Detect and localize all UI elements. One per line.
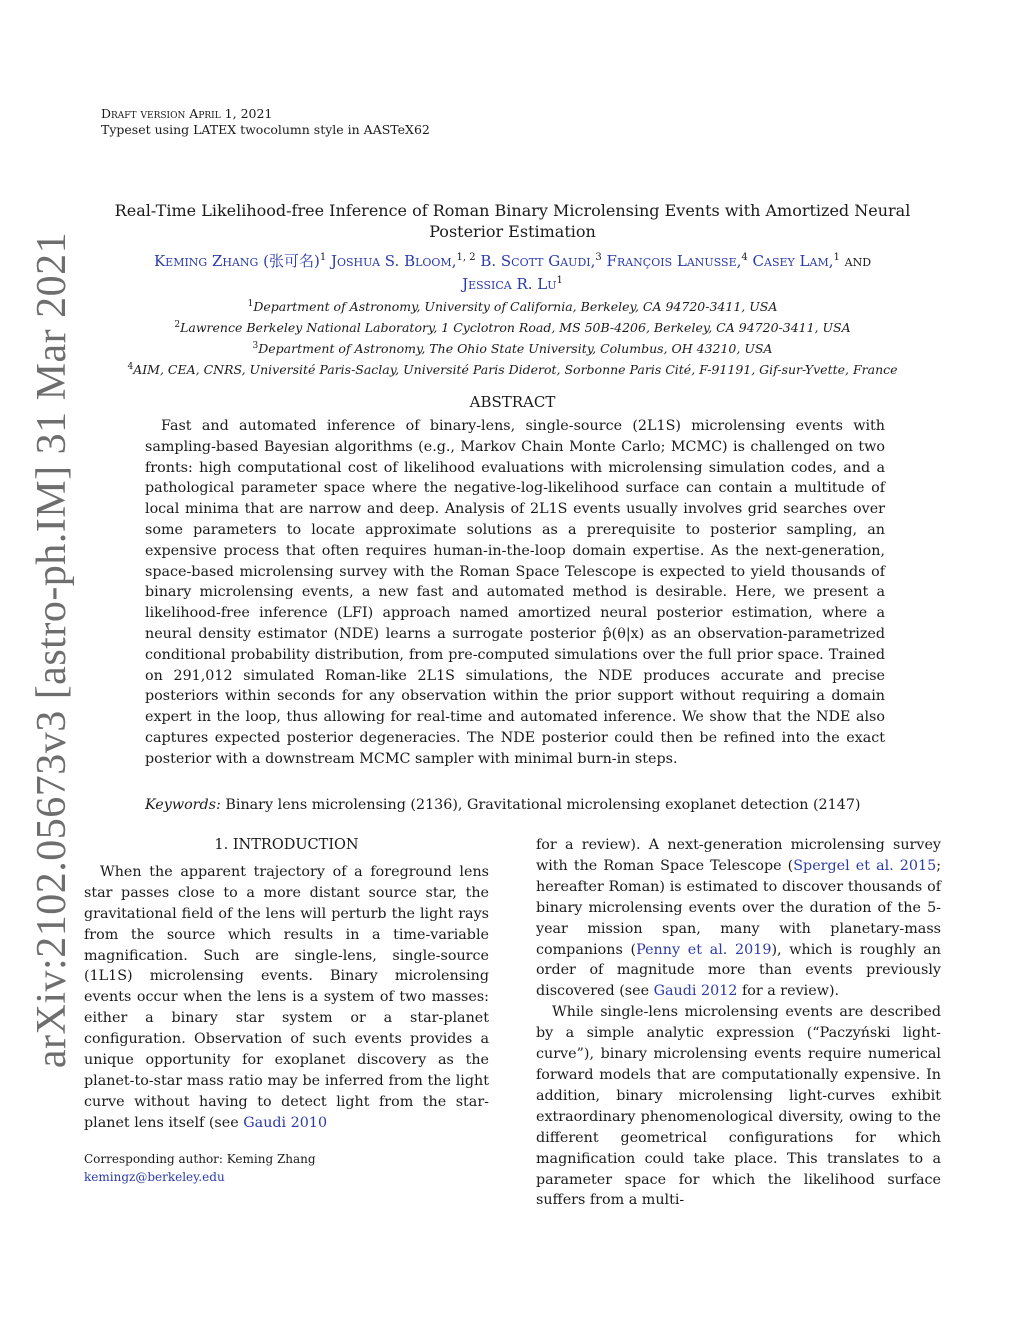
affiliation-list <box>100 295 925 380</box>
corresponding-author-label: Corresponding author: Keming Zhang <box>84 1152 316 1166</box>
intro-paragraph: While single-lens microlensing events are described by a simple analytic expression (“Paczyński light-curve”), binary microlensing events require numerical forward models that are computationally expensive. In addition, binary microlensing light-curves exhibit extraordinary phenomenological diversity, owing to the different geometrical configurations for which magnification could take place. This translates to a parameter space for which the likelihood surface suffers from a multi- <box>536 1004 941 1209</box>
intro-paragraph: When the apparent trajectory of a foreground lens star passes close to a more distant source star, the gravitational field of the lens will perturb the light rays from the source which results in a time-variable magnification. Such are single-lens, single-source (1L1S) microlensing events. Binary microlensing events occur when the lens is a system of two masses: either a binary star system or a star-planet configuration. Observation of such events provides a unique opportunity for exoplanet discovery as the planet-to-star mass ratio may be inferred from the light curve without having to detect light from the star-planet lens itself (see Gaudi 2010 <box>84 863 489 1131</box>
abstract-heading: ABSTRACT <box>469 393 556 411</box>
author-conjunction: and <box>844 252 872 270</box>
author-name[interactable]: B. Scott Gaudi, <box>480 252 596 270</box>
citation-link[interactable]: Penny et al. 2019 <box>636 941 772 958</box>
citation-link[interactable]: Gaudi 2010 <box>243 1114 328 1131</box>
author-affiliation-mark: 1 <box>319 252 327 263</box>
author-name[interactable]: Joshua S. Bloom, <box>330 252 457 270</box>
paper-title: Real-Time Likelihood-free Inference of Roman Binary Microlensing Events with Amortized Neural Posterior Estimation <box>114 201 911 241</box>
left-column <box>84 835 489 1134</box>
author-affiliation-mark: 3 <box>595 252 602 263</box>
arxiv-identifier: arXiv:2102.05673v3 [astro-ph.IM] 31 Mar 2021 <box>29 231 75 1069</box>
affiliation-item: $^1$Department of Astronomy, University of California, Berkeley, CA 94720-3411, USA <box>247 299 778 315</box>
author-name[interactable]: François Lanusse, <box>606 252 742 270</box>
right-column <box>536 835 941 1211</box>
author-email-link[interactable]: kemingz@berkeley.edu <box>84 1170 225 1184</box>
section-heading-introduction: 1. INTRODUCTION <box>214 837 359 853</box>
author-affiliation-mark: 1 <box>833 252 840 263</box>
intro-paragraph-continued: for a review). A next-generation microlensing survey with the Roman Space Telescope (Spergel et al. 2015; hereafter Roman) is estimated to discover thousands of binary microlensing events over the duration of the 5-year mission span, many with planetary-mass companions (Penny et al. 2019), which is roughly an order of magnitude more than events previously discovered (see Gaudi 2012 for a review). <box>536 837 942 1000</box>
keywords-label: Keywords: <box>145 797 221 813</box>
author-name[interactable]: Casey Lam, <box>752 252 834 270</box>
typeset-line: Typeset using LATEX twocolumn style in AASTeX62 <box>101 122 430 137</box>
author-name[interactable]: Jessica R. Lu <box>462 275 557 293</box>
keywords-text: Binary lens microlensing (2136), Gravitational microlensing exoplanet detection (2147) <box>225 797 861 813</box>
author-affiliation-mark: 1 <box>556 275 563 286</box>
keywords-line <box>145 795 885 815</box>
abstract-text: Fast and automated inference of binary-lens, single-source (2L1S) microlensing events with sampling-based Bayesian algorithms (e.g., Markov Chain Monte Carlo; MCMC) is challenged on two fronts: high computational cost of likelihood evaluations with microlensing simulation codes, and a pathological parameter space where the negative-log-likelihood surface can contain a multitude of local minima that are narrow and deep. Analysis of 2L1S events usually involves grid searches over some parameters to locate approximate solutions as a prerequisite to posterior sampling, an expensive process that often requires human-in-the-loop domain expertise. As the next-generation, space-based microlensing survey with the Roman Space Telescope is expected to yield thousands of binary microlensing events, a new fast and automated method is desirable. Here, we present a likelihood-free inference (LFI) approach named amortized neural posterior estimation, where a neural density estimator (NDE) learns a surrogate posterior p̂(θ|x) as an observation-parametrized conditional probability distribution, from pre-computed simulations over the full prior space. Trained on 291,012 simulated Roman-like 2L1S simulations, the NDE produces accurate and precise posteriors within seconds for any observation within the prior support without requiring a domain expert in the loop, thus allowing for real-time and automated inference. We show that the NDE also captures expected posterior degeneracies. The NDE posterior could then be refined into the exact posterior with a downstream MCMC sampler with minimal burn-in steps. <box>145 418 885 767</box>
author-list <box>110 248 915 294</box>
draft-version-line: Draft version April 1, 2021 <box>101 106 273 121</box>
affiliation-item: $^2$Lawrence Berkeley National Laboratory, 1 Cyclotron Road, MS 50B-4206, Berkeley, CA 94720-3411, USA <box>174 320 851 336</box>
citation-link[interactable]: Gaudi 2012 <box>653 983 738 1000</box>
author-affiliation-mark: 4 <box>741 252 748 263</box>
author-name[interactable]: Keming Zhang (张可名) <box>153 252 320 270</box>
corresponding-author-note <box>84 1150 316 1186</box>
author-affiliation-mark: 1, 2 <box>456 252 476 263</box>
affiliation-item: $^4$AIM, CEA, CNRS, Université Paris-Saclay, Université Paris Diderot, Sorbonne Paris Cité, F-91191, Gif-sur-Yvette, France <box>127 362 898 378</box>
affiliation-item: $^3$Department of Astronomy, The Ohio State University, Columbus, OH 43210, USA <box>252 341 773 357</box>
citation-link[interactable]: Spergel et al. 2015 <box>793 857 937 874</box>
